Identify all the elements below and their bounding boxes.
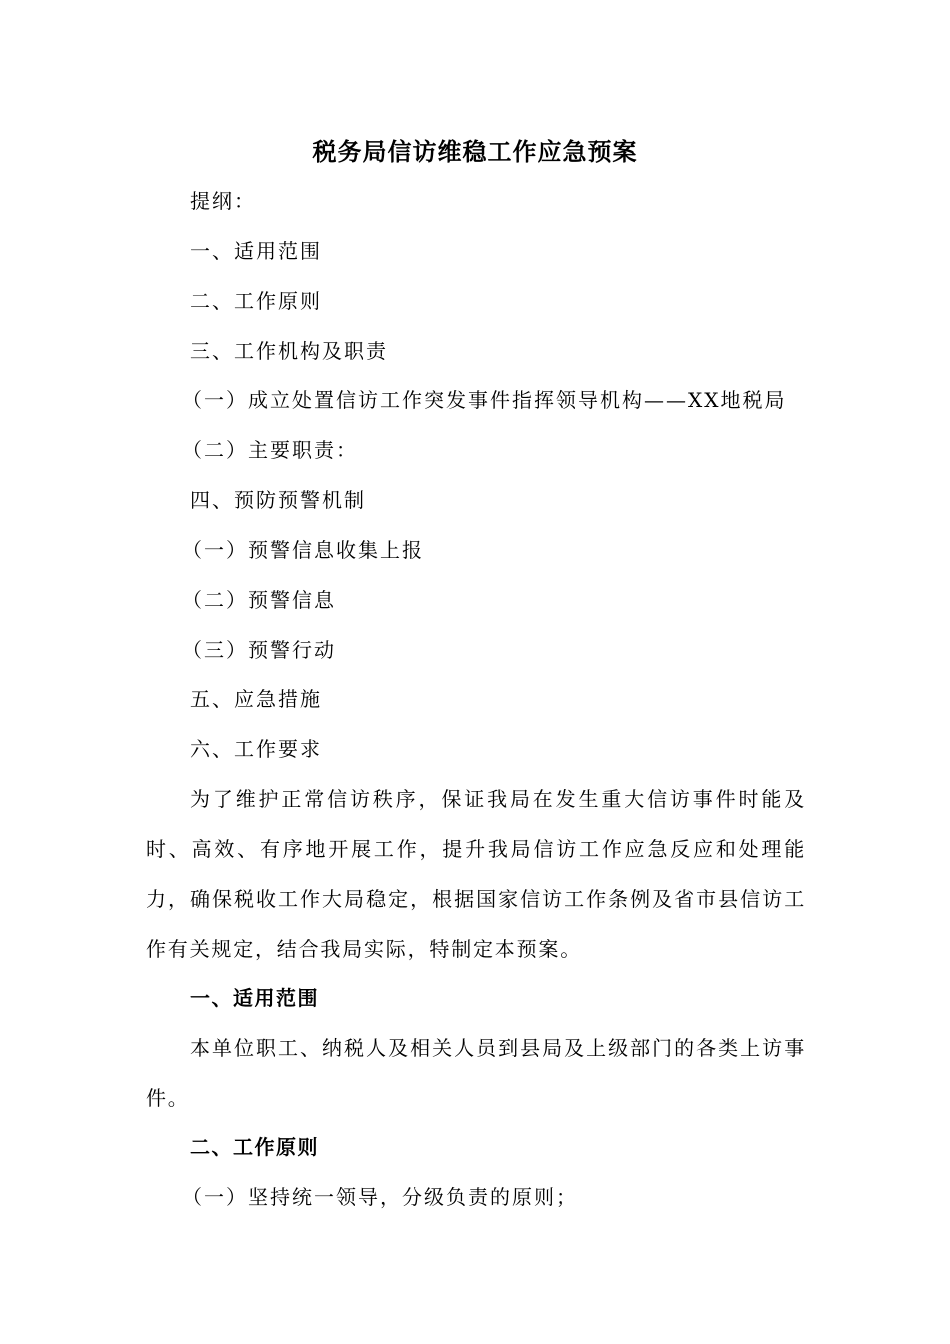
section-heading-scope: 一、适用范围 xyxy=(190,986,319,1010)
outline-item: （二）预警信息 xyxy=(182,588,336,612)
outline-item: 二、工作原则 xyxy=(190,289,322,313)
intro-paragraph: 为了维护正常信访秩序，保证我局在发生重大信访事件时能及时、高效、有序地开展工作，提升我局信访工作应急反应和处理能力，确保税收工作大局稳定，根据国家信访工作条例及省市县信访工作有关规定，结合我局实际，特制定本预案。 xyxy=(146,787,806,961)
outline-item: （二）主要职责： xyxy=(182,438,358,462)
section-scope-paragraph: 本单位职工、纳税人及相关人员到县局及上级部门的各类上访事件。 xyxy=(146,1036,806,1110)
outline-item: （一）预警信息收集上报 xyxy=(182,538,424,562)
outline-item: （三）预警行动 xyxy=(182,638,336,662)
outline-item: 三、工作机构及职责 xyxy=(190,339,388,363)
principle-item: （一）坚持统一领导，分级负责的原则； xyxy=(182,1185,578,1209)
outline-item: （一）成立处置信访工作突发事件指挥领导机构——XX地税局 xyxy=(182,388,787,412)
outline-item: 五、应急措施 xyxy=(190,687,322,711)
outline-heading: 提纲： xyxy=(190,189,256,213)
outline-item: 一、适用范围 xyxy=(190,239,322,263)
section-heading-principles: 二、工作原则 xyxy=(190,1135,319,1159)
outline-item: 六、工作要求 xyxy=(190,737,322,761)
outline-item: 四、预防预警机制 xyxy=(190,488,366,512)
document-title: 税务局信访维稳工作应急预案 xyxy=(312,138,638,166)
